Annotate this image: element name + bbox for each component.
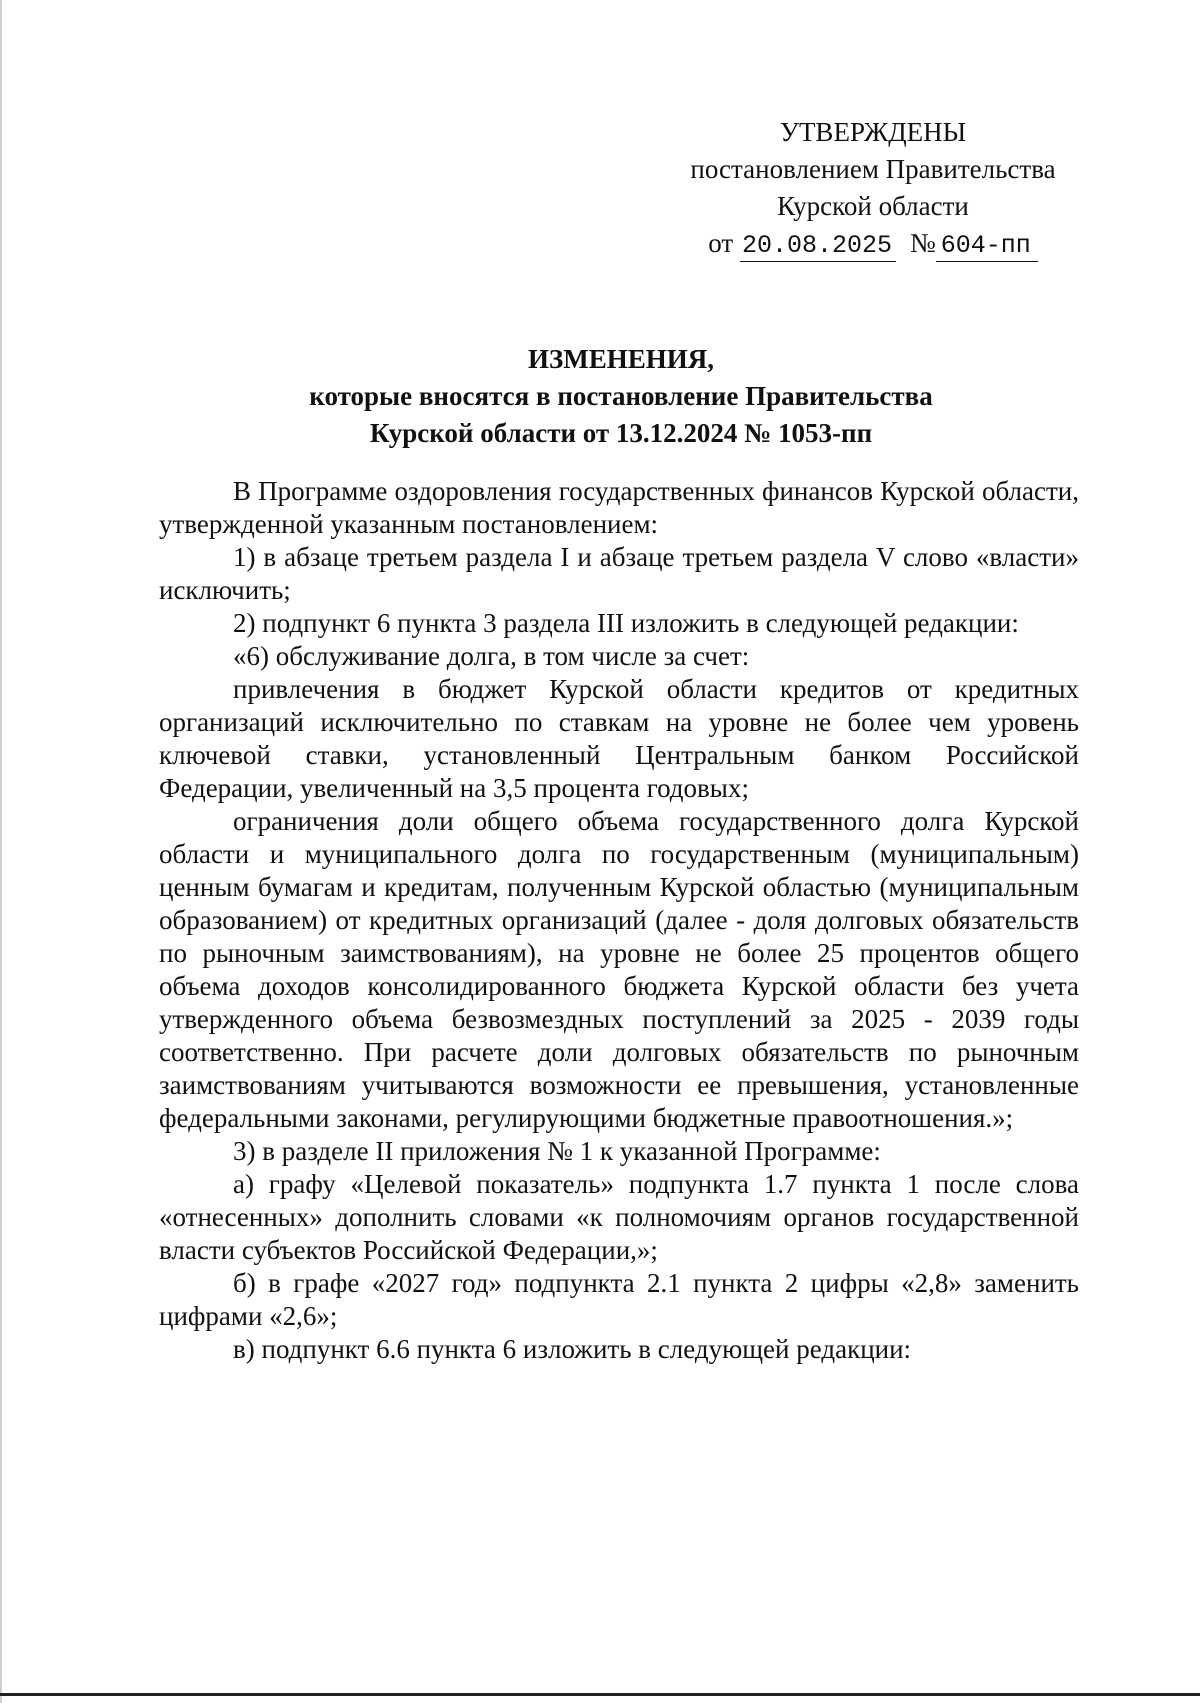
paragraph-item-3: 3) в разделе II приложения № 1 к указанной Программе: (233, 1136, 881, 1166)
title-line-1: ИЗМЕНЕНИЯ, (527, 344, 714, 374)
title-line-3: Курской области от 13.12.2024 № 1053-пп (369, 418, 873, 448)
paragraph-item-3b: б) в графе «2027 год» подпункта 2.1 пункта 2 цифры «2,8» заменить цифрами «2,6»; (159, 1268, 1079, 1331)
number-label: № (909, 228, 936, 258)
approval-line-1: постановлением Правительства (690, 154, 1056, 184)
scan-bottom-edge (0, 1693, 1200, 1696)
paragraph-debt-limit: ограничения доли общего объема государственного долга Курской области и муниципального долга по государственным (муниципальным) ценным бумагам и кредитам, полученным Курской областью (муниципальным образованием) от кредитных организаций (далее - доля долговых обязательств по рыночным заимствованиям), на уровне не более 25 процентов общего объема доходов консолидированного бюджета Курской области без учета утвержденного объема безвозмездных поступлений за 2025 - 2039 годы соответственно. При расчете доли долговых обязательств по рыночным заимствованиям учитываются возможности ее превышения, установленные федеральными законами, регулирующими бюджетные правоотношения.»; (159, 806, 1079, 1133)
approval-date: 20.08.2025 (740, 231, 896, 262)
paragraph-item-2: 2) подпункт 6 пункта 3 раздела III изложить в следующей редакции: (233, 608, 1019, 638)
approval-heading: УТВЕРЖДЕНЫ (779, 117, 967, 147)
paragraph-item-3a: а) графу «Целевой показатель» подпункта 1.7 пункта 1 после слова «отнесенных» дополнить словами «к полномочиям органов государственной власти субъектов Российской Федерации,»; (159, 1169, 1079, 1265)
scan-edge (0, 0, 2, 1703)
document-title (160, 341, 1082, 452)
title-line-2: которые вносятся в постановление Правительства (309, 381, 933, 411)
paragraph-credits: привлечения в бюджет Курской области кредитов от кредитных организаций исключительно по ставкам на уровне не более чем уровень ключевой ставки, установленный Центральным банком Российской Федерации, увеличенный на 3,5 процента годовых; (159, 674, 1079, 803)
document-body (159, 475, 1079, 1366)
approval-line-2: Курской области (777, 191, 969, 221)
paragraph-quote-6: «6) обслуживание долга, в том числе за счет: (233, 641, 750, 671)
approval-number-line (668, 225, 1078, 262)
approval-number: 604-пп (936, 231, 1038, 262)
paragraph-intro: В Программе оздоровления государственных финансов Курской области, утвержденной указанным постановлением: (159, 476, 1079, 539)
from-label: от (708, 228, 734, 258)
paragraph-item-3v: в) подпункт 6.6 пункта 6 изложить в следующей редакции: (233, 1334, 912, 1364)
paragraph-item-1: 1) в абзаце третьем раздела I и абзаце третьем раздела V слово «власти» исключить; (159, 542, 1079, 605)
approval-block (668, 114, 1078, 262)
